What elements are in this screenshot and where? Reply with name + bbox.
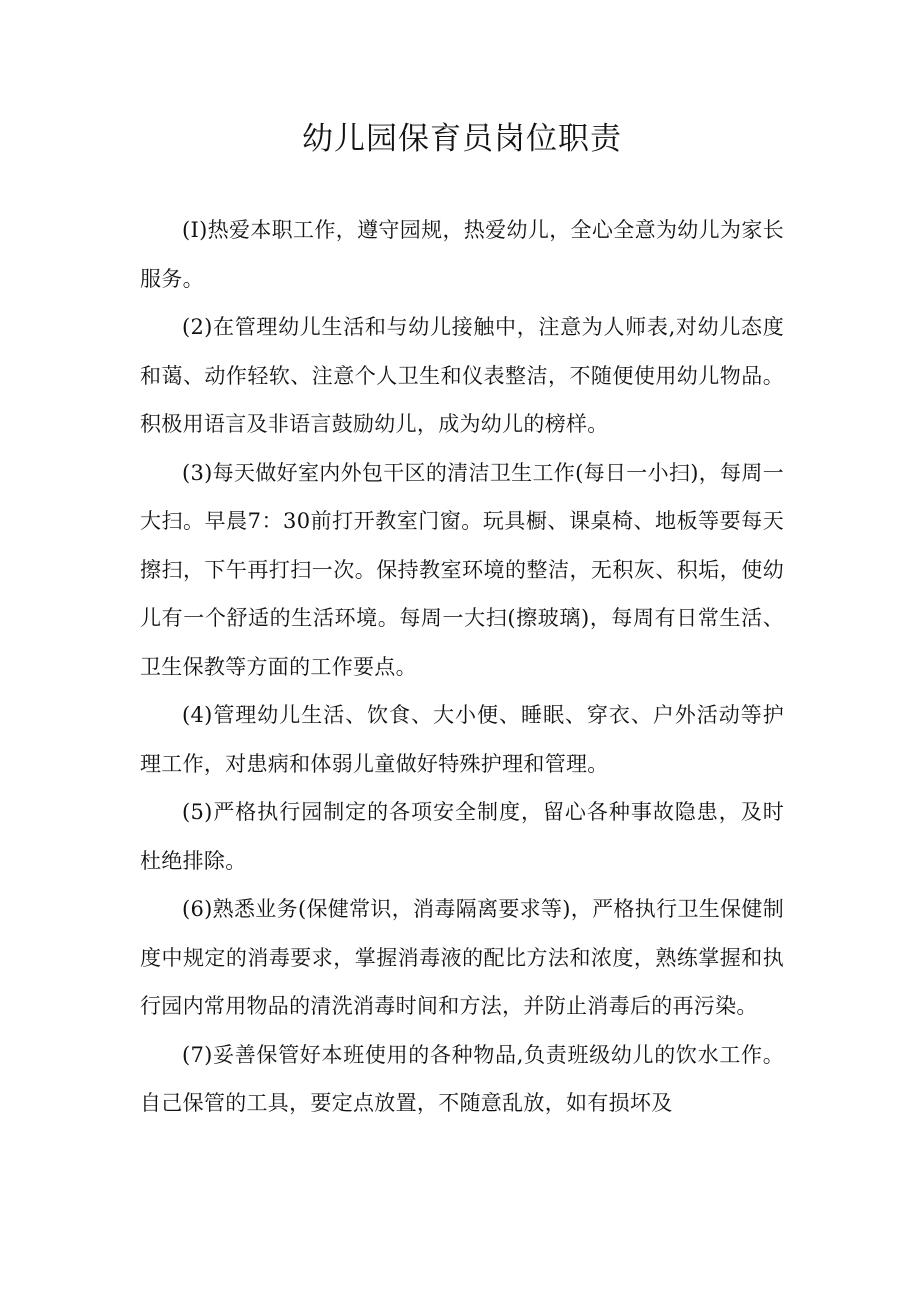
document-body <box>140 206 784 1128</box>
document-title: 幼儿园保育员岗位职责 <box>302 121 622 157</box>
duty-item-2: (2)在管理幼儿生活和与幼儿接触中，注意为人师表,对幼儿态度和蔼、动作轻软、注意个人卫生和仪表整洁，不随便使用幼儿物品。积极用语言及非语言鼓励幼儿，成为幼儿的榜样。 <box>140 315 784 436</box>
duty-item-3: (3)每天做好室内外包干区的清洁卫生工作(每日一小扫)，每周一大扫。早晨7：30前打开教室门窗。玩具橱、课桌椅、地板等要每天擦扫，下午再打扫一次。保持教室环境的整洁，无积灰、积垢，使幼儿有一个舒适的生活环境。每周一大扫(擦玻璃)，每周有日常生活、卫生保教等方面的工作要点。 <box>140 460 784 679</box>
duty-item-6: (6)熟悉业务(保健常识，消毒隔离要求等)，严格执行卫生保健制度中规定的消毒要求，掌握消毒液的配比方法和浓度，熟练掌握和执行园内常用物品的清洗消毒时间和方法，并防止消毒后的再污染。 <box>140 897 784 1018</box>
duty-item-4: (4)管理幼儿生活、饮食、大小便、睡眠、穿衣、户外活动等护理工作，对患病和体弱儿童做好特殊护理和管理。 <box>140 703 784 776</box>
duty-item-5: (5)严格执行园制定的各项安全制度，留心各种事故隐患，及时杜绝排除。 <box>140 800 784 873</box>
duty-item-7: (7)妥善保管好本班使用的各种物品,负责班级幼儿的饮水工作。自己保管的工具，要定点放置，不随意乱放，如有损坏及 <box>140 1042 784 1115</box>
duty-item-1: (I)热爱本职工作，遵守园规，热爱幼儿，全心全意为幼儿为家长服务。 <box>140 218 784 291</box>
